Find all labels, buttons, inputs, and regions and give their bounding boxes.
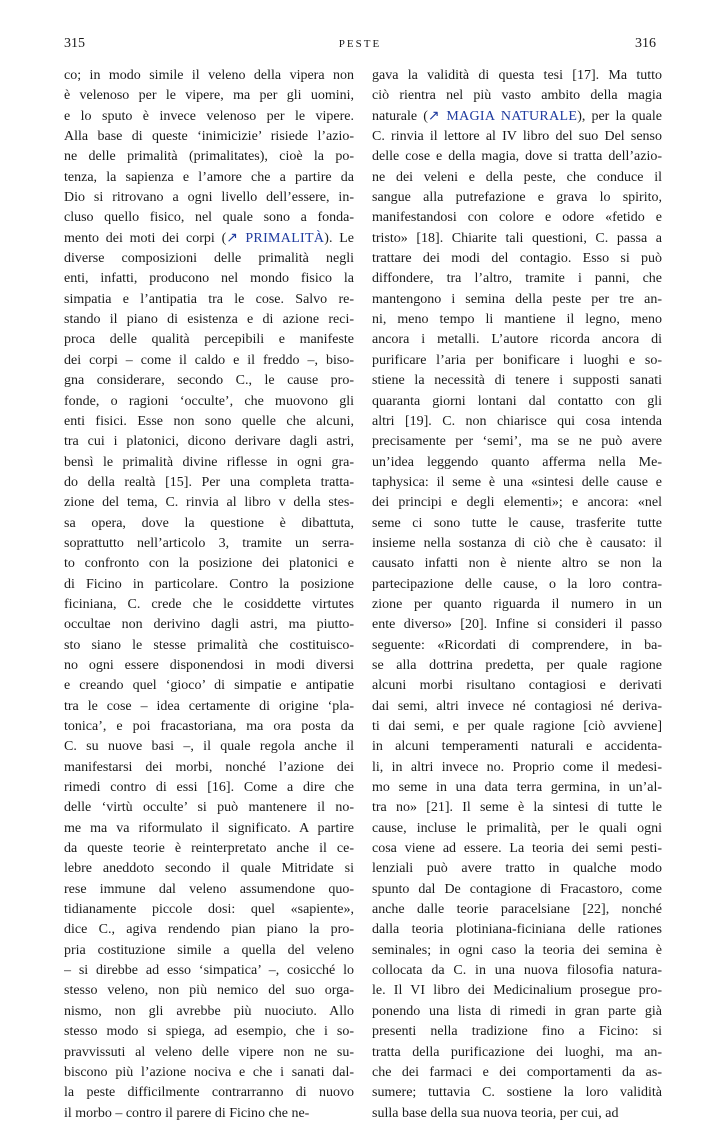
text-line: sumere; tuttavia C. sostiene la loro validità [372,1085,662,1101]
text-line: cosa viene ad essere. La teoria dei semi pesti- [372,841,662,857]
text-line: taphysica: il seme è una «sintesi delle cause e [372,474,662,490]
text-line: no ogni essere disponendosi in modi diversi [64,657,354,673]
text-line: alcuni morbi risultano contagiosi e derivati [372,678,662,694]
text-line: lebre aneddoto secondo il quale Mitridate si [64,861,354,877]
text-line: altri [19]. C. non chiarisce qui cosa intenda [372,413,662,429]
text-line: simpatia e l’antipatia tra le cose. Salvo re- [64,291,354,307]
text-line: enti fisici. Esse non sono quelle che alcuni, [64,413,354,429]
text-line: ciò rientra nel più vasto ambito della magia [372,88,662,104]
text-line: e creando quel ‘gioco’ di simpatie e antipatie [64,678,354,694]
text-line: collocata da C. in una nuova filosofia natura- [372,963,662,979]
text-line: zione per quanto riguarda il numero in un [372,596,662,612]
text-line: mantengono i semina della peste per tre an- [372,291,662,307]
text-line: ancora i metalli. L’autore ricorda ancora di [372,332,662,348]
text-line: proca delle qualità percepibili e manifeste [64,332,354,348]
running-header [64,36,656,56]
text-line: stando il piano di esistenza e di azione reci- [64,312,354,328]
text-line: nismo, non gli avrebbe più nuociuto. Allo [64,1003,354,1019]
text-line: sulla base della sua nuova teoria, per cui, ad [372,1105,619,1121]
text-line: bensì le primalità divine riflesse in ogni gra- [64,454,354,470]
text-line: e lo sputo è invece velenoso per le vipere. [64,108,354,124]
text-line: in alcuni temperamenti naturali e accidenta- [372,739,662,755]
text-line: purificare l’aria per bonificare i luoghi e so- [372,352,662,368]
text-line: delle cose e della magia, dove si tratta dell’azio- [372,149,662,165]
running-title: PESTE [338,38,382,50]
text-line: stiene la necessità di tenere i supposti sanati [372,373,662,389]
text-line: naturale (↗ MAGIA NATURALE), per la quale [372,108,662,124]
text-line: quaranta giorni lontani dal contatto con gli [372,393,662,409]
text-line: diverse composizioni delle primalità negli [64,251,354,267]
text-line: seguente: «Ricordati di comprendere, in ba- [372,637,662,653]
text-line: tra le cose – idea certamente di origine ‘pla- [64,698,354,714]
text-line: Alla base di queste ‘inimicizie’ risiede l’azio- [64,129,354,145]
text-line: do della realtà [15]. Per una completa tratta- [64,474,354,490]
text-line: pravvissuti al veleno delle vipere non ne su- [64,1044,354,1060]
text-line: partecipazione delle cause, o la loro contra- [372,576,662,592]
text-line: sangue alla putrefazione e grava lo spirito, [372,190,662,206]
text-line: seminales; in ogni caso la teoria dei semina è [372,942,662,958]
text-line: to confronto con la posizione dei platonici e [64,556,354,572]
text-line: Dio si ritrovano a ogni livello dell’essere, in- [64,190,354,206]
text-line: cause, incluse le primalità, per le quali ogni [372,820,662,836]
text-line: tonica’, e poi fracastoriana, ma ora posta da [64,719,354,734]
text-line: le. Il VI libro dei Medicinalium prosegue pro- [372,983,662,999]
text-line: trattare dei modi del contagio. Esso si può [372,251,662,267]
text-line: cluso quello fisico, nel quale sono a fonda- [64,210,354,226]
text-line: seme ci sono tutte le cause, trasferite tutte [372,515,662,531]
cross-reference-link[interactable]: ↗ PRIMALITÀ [226,230,325,246]
text-line: biscono più l’azione nociva e che i sanati dal- [64,1064,354,1080]
text-line: soprattutto nell’articolo 3, tramite un serra- [64,535,354,551]
text-column-right [372,66,662,1124]
text-line: ni, meno tempo li mantiene il legno, meno [372,312,662,328]
text-line: dalla teoria plotiniana-ficiniana delle rationes [372,922,662,938]
text-line: tristo» [18]. Chiarite tali questioni, C. passa a [372,230,662,246]
text-line: rimedi contro di essi [16]. Come a dire che [64,780,354,796]
text-line: ne delle primalità (primalitates), cioè la po- [64,149,354,165]
text-line: tidianamente piccole dosi: quel «sapiente», [64,902,354,918]
text-line: di Ficino in particolare. Contro la posizione [64,576,354,592]
text-line: un’idea leggendo quanto afferma nella Me- [372,454,662,470]
text-line: li, in altri invece no. Proprio come il medesi- [372,759,662,775]
text-line: lenziali può avere tratto in qualche modo [372,861,662,877]
text-line: dei corpi – come il caldo e il freddo –, biso- [64,352,354,368]
text-line: C. su nuove basi –, il quale regola anche il [64,739,354,755]
text-line: stesso veleno, non più nemico del suo orga- [64,983,354,999]
text-line: tenza, la sapienza e l’amore che a partire da [64,169,354,185]
cross-reference-link[interactable]: ↗ MAGIA NATURALE [427,108,578,124]
text-line: mo seme in una data terra germina, in un’al- [372,780,662,796]
text-line: zione del tema, C. rinvia al libro v della stes- [64,495,354,511]
text-column-left [64,66,354,1124]
text-line: enti, infatti, producono nel mondo fisico la [64,271,354,287]
text-line: la peste difficilmente contrarranno di nuovo [64,1085,354,1101]
text-line: tratta della purificazione dei luoghi, ma an- [372,1044,662,1060]
text-line: pria costituzione simile a quella del veleno [64,942,354,958]
text-line: tra no» [21]. Il seme è la sintesi di tutte le [372,800,662,816]
text-line: insieme nella sostanza di ciò che è causato: il [372,535,662,551]
text-line: dice C., agiva rendendo pian piano la pro- [64,922,354,938]
text-line: ponendo una lista di rimedi in gran parte già [372,1003,662,1019]
text-line: tra cui i platonici, dicono derivare dagli astri, [64,434,354,450]
text-line: precisamente per ‘semi’, ma se ne può avere [372,434,662,450]
text-line: da queste teorie è reinterpretato anche il ce- [64,841,354,857]
text-line: ne dei veleni e della peste, che conduce il [372,169,662,185]
text-line: co; in modo simile il veleno della vipera non [64,68,354,83]
text-line: spunto dal De contagione di Fracastoro, come [372,881,662,897]
text-line: diffondere, tra l’altro, tramite i panni, che [372,271,662,287]
text-line: – si direbbe ad esso ‘simpatica’ –, cosicché lo [64,963,354,979]
text-line: manifestandosi con colore e odore «fetido e [372,210,662,226]
page-number-right: 316 [635,36,656,51]
text-line: ficiniana, C. crede che le cosiddette virtutes [64,596,354,612]
text-line: dai semi, altri invece né contagiosi né deriva- [372,698,662,714]
text-line: dei principi e degli elementi»; e ancora: «nel [372,495,662,511]
text-line: anche dalle teorie paracelsiane [22], nonché [372,902,662,918]
text-line: causato infatti non è niente altro se non la [372,556,662,572]
text-line: manifestarsi dei morbi, nonché l’azione dei [64,759,354,775]
text-line: sto siano le stesse primalità che costituisco- [64,637,354,653]
text-line: gava la validità di questa tesi [17]. Ma tutto [372,68,662,83]
text-line: me ma va riformulato il significato. A partire [64,820,354,836]
page-number-left: 315 [64,36,85,51]
text-line: sa opera, dove la questione è dibattuta, [64,515,354,531]
text-line: fonde, o ragioni ‘occulte’, che muovono gli [64,393,354,409]
text-line: mento dei moti dei corpi (↗ PRIMALITÀ). Le [64,230,354,246]
text-line: il morbo – contro il parere di Ficino che ne- [64,1105,310,1121]
text-line: stesso modo si spiega, ad esempio, che i so- [64,1024,354,1040]
text-line: che dei farmaci e dei comportamenti da as- [372,1064,662,1080]
text-line: ente diverso» [20]. Infine si consideri il passo [372,617,662,633]
text-line: C. rinvia il lettore al IV libro del suo Del senso [372,129,662,145]
text-line: è velenoso per le vipere, ma per gli uomini, [64,88,354,104]
text-line: presenti nella tradizione fino a Ficino: si [372,1024,662,1040]
text-line: delle ‘virtù occulte’ si può mantenere il no- [64,800,354,816]
text-line: ti dai semi, e per quale ragione [ciò avviene] [372,719,662,734]
text-line: occultae non derivino dagli astri, ma piutto- [64,617,354,633]
text-line: rese immune dal veleno assumendone quo- [64,881,354,897]
text-line: se alla dottrina predetta, per quale ragione [372,657,662,673]
text-line: gna considerare, secondo C., le cause pro- [64,373,354,389]
